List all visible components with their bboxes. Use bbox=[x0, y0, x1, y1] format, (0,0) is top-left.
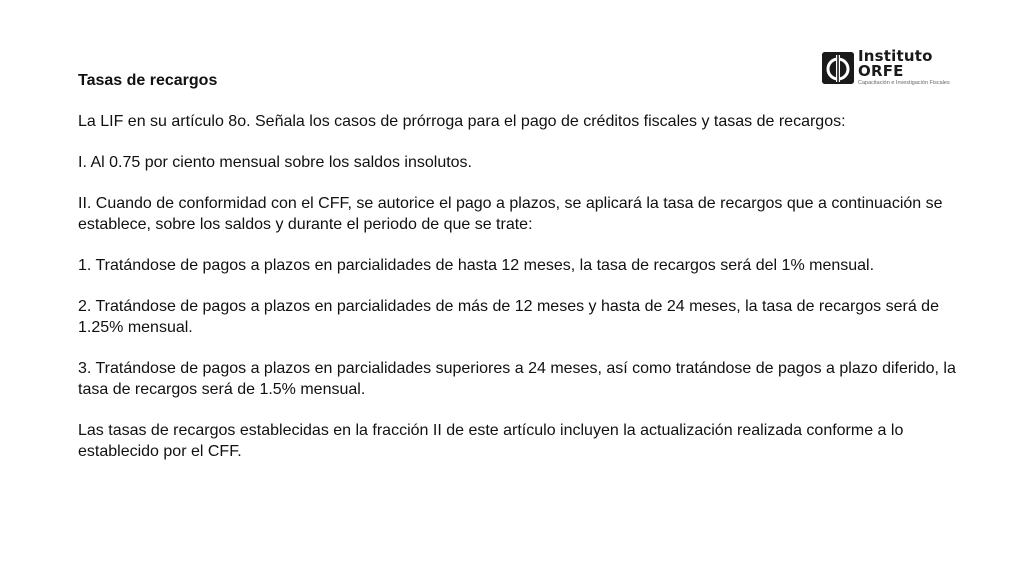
document-title: Tasas de recargos bbox=[78, 72, 218, 89]
paragraph-closing: Las tasas de recargos establecidas en la fracción II de este artículo incluyen la actualización realizada conforme a lo establecido por el CFF. bbox=[78, 422, 904, 460]
document-body bbox=[78, 70, 958, 482]
paragraph-item-2: 2. Tratándose de pagos a plazos en parcialidades de más de 12 meses y hasta de 24 meses, la tasa de recargos será de 1.25% mensual. bbox=[78, 298, 939, 336]
logo-tagline: Capacitación e Investigación Fiscales bbox=[858, 80, 950, 87]
paragraph-item-1: 1. Tratándose de pagos a plazos en parcialidades de hasta 12 meses, la tasa de recargos será del 1% mensual. bbox=[78, 257, 875, 274]
paragraph-intro: La LIF en su artículo 8o. Señala los casos de prórroga para el pago de créditos fiscales y tasas de recargos: bbox=[78, 113, 846, 130]
logo-name: Instituto ORFE bbox=[858, 47, 933, 81]
paragraph-fraccion-i: I. Al 0.75 por ciento mensual sobre los saldos insolutos. bbox=[78, 154, 472, 171]
paragraph-item-3: 3. Tratándose de pagos a plazos en parcialidades superiores a 24 meses, así como tratándose de pagos a plazo diferido, la tasa de recargos será de 1.5% mensual. bbox=[78, 360, 956, 398]
paragraph-fraccion-ii: II. Cuando de conformidad con el CFF, se autorice el pago a plazos, se aplicará la tasa de recargos que a continuación se establece, sobre los saldos y durante el periodo de que se trate: bbox=[78, 195, 943, 233]
